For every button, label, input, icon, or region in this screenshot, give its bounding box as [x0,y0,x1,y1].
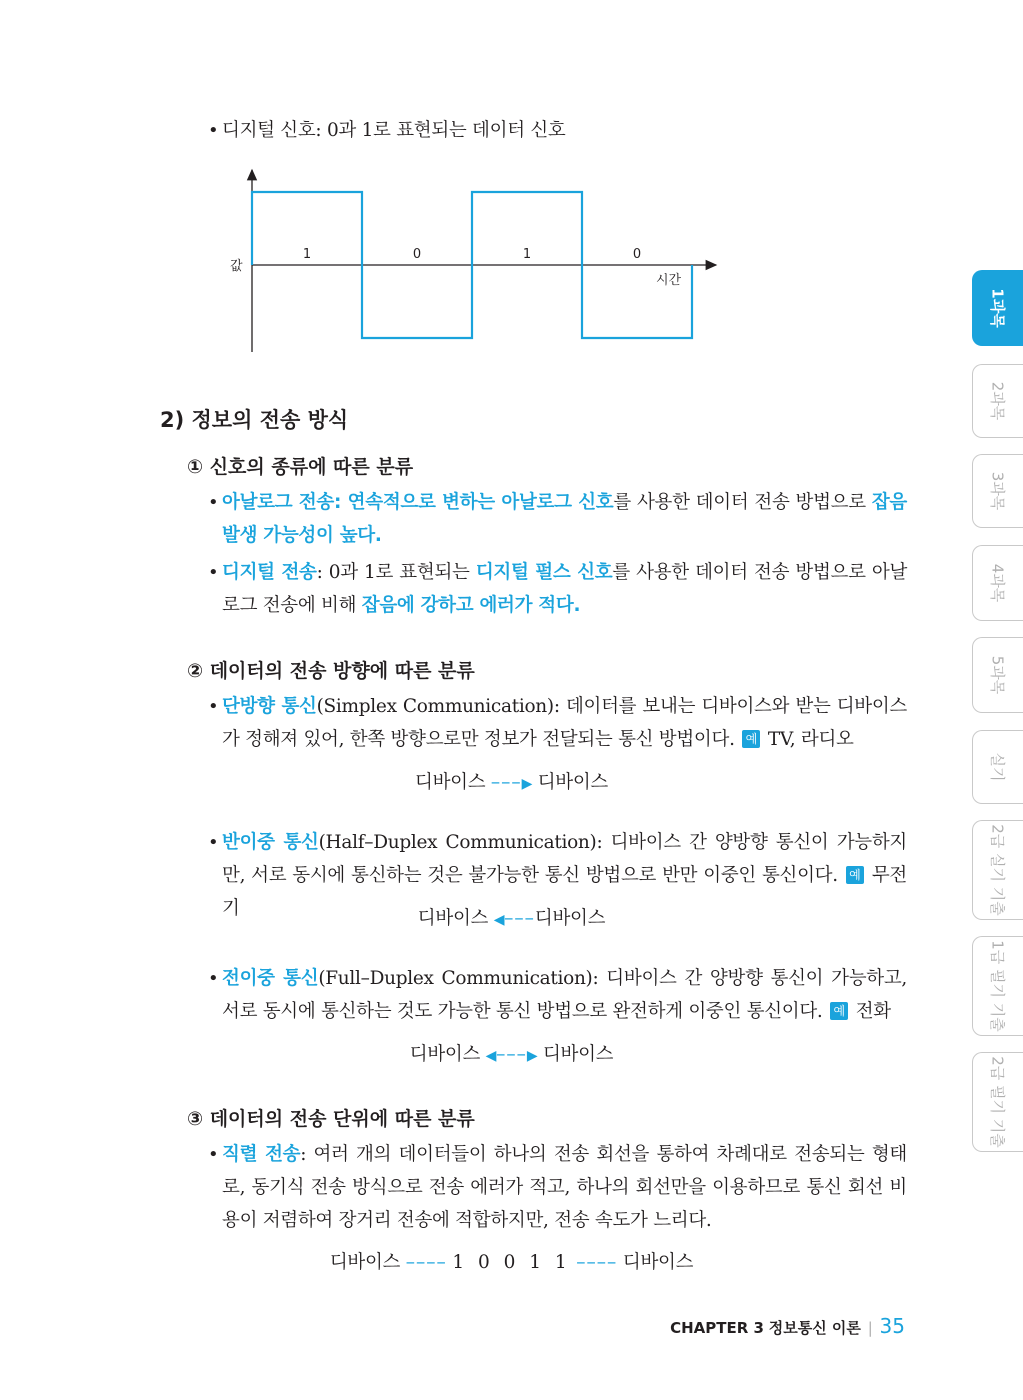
bit-label: 0 [412,247,422,262]
simplex-diagram: 디바이스 –––▶ 디바이스 [415,772,608,793]
tab-subject-5[interactable]: 5과목 [972,637,1023,713]
bit-label: 1 [522,247,532,262]
page-footer [670,1314,905,1338]
y-axis-label: 값 [230,259,243,274]
bit-sequence: 1 0 0 1 1 [452,1252,571,1273]
example-badge: 예 [830,1002,848,1020]
signal-bullet-text: 디지털 신호: 0과 1로 표현되는 데이터 신호 [222,120,566,141]
tab-subject-3[interactable]: 3과목 [972,454,1023,528]
tab-level2-practical-past[interactable]: 2급 실기 기출 [972,820,1023,920]
bit-label: 0 [632,247,642,262]
tab-practical[interactable]: 실기 [972,730,1023,804]
serial-text: 직렬 전송: 여러 개의 데이터들이 하나의 전송 회선을 통하여 차례대로 전송되는 형태로, 동기식 전송 방식으로 전송 에러가 적고, 하나의 회선만을 이용하므로 통신 회선 비용이 저렴하여 장거리 전송에 적합하지만, 전송 속도가 느리다. [222,1144,907,1231]
half-duplex-text: 반이중 통신(Half–Duplex Communication): 디바이스 간 양방향 통신이 가능하지만, 서로 동시에 통신하는 것은 불가능한 통신 방법으로 반만 이중인 통신이다. 예 무전기 [222,832,907,919]
footer-divider: | [867,1319,873,1337]
tab-level2-written-past[interactable]: 2급 필기 기출 [972,1052,1023,1152]
arrow-right-icon: ▶ [526,1048,538,1064]
tab-subject-4[interactable]: 4과목 [972,545,1023,621]
subsection-title-3: ③ 데이터의 전송 단위에 따른 분류 [187,1108,475,1130]
term-full-duplex: 전이중 통신 [222,968,319,989]
example-badge: 예 [742,730,760,748]
tab-subject-1[interactable]: 1과목 [972,270,1023,346]
example-badge: 예 [846,866,864,884]
bullet: • [208,492,219,513]
arrow-right-icon: ▶ [521,776,533,792]
section-title: 2) 정보의 전송 방식 [160,408,349,432]
simplex-text: 단방향 통신(Simplex Communication): 데이터를 보내는 디바이스와 받는 디바이스가 정해져 있어, 한쪽 방향으로만 정보가 전달되는 통신 방법이다. 예 TV, 라디오 [222,696,907,750]
full-duplex-text: 전이중 통신(Full–Duplex Communication): 디바이스 간 양방향 통신이 가능하고, 서로 동시에 통신하는 것도 가능한 통신 방법으로 완전하게 이중인 통신이다. 예 전화 [222,968,908,1022]
arrow-left-icon: ◀ [485,1048,497,1064]
tab-subject-2[interactable]: 2과목 [972,364,1023,438]
x-axis-label: 시간 [656,273,682,288]
bullet: • [208,1144,219,1165]
subsection-title-1: ① 신호의 종류에 따른 분류 [187,456,414,478]
bullet: • [208,562,219,583]
bullet: • [208,968,219,989]
analog-transmission-text: 아날로그 전송: 연속적으로 변하는 아날로그 신호를 사용한 데이터 전송 방법으로 잡음 발생 가능성이 높다. [222,492,907,546]
term-digital: 디지털 전송 [222,562,317,583]
bullet: • [208,120,219,141]
bit-label: 1 [302,247,312,262]
term-serial: 직렬 전송 [222,1144,301,1165]
full-duplex-diagram: 디바이스 ◀–––▶ 디바이스 [409,1044,614,1065]
bullet: • [208,696,219,717]
serial-diagram: 디바이스 –––– 1 0 0 1 1 –––– 디바이스 [329,1252,694,1273]
term-simplex: 단방향 통신 [222,696,317,717]
digital-signal-chart [220,160,730,360]
term-analog: 아날로그 전송 [222,492,334,513]
arrow-left-icon: ◀ [493,912,505,928]
term-half-duplex: 반이중 통신 [222,832,319,853]
tab-level1-written-past[interactable]: 1급 필기 기출 [972,936,1023,1036]
page-number: 35 [879,1314,905,1338]
chapter-label: CHAPTER 3 [670,1319,764,1337]
half-duplex-diagram: 디바이스 ◀–––디바이스 [417,908,606,929]
chapter-title: 정보통신 이론 [768,1319,861,1337]
digital-transmission-text: 디지털 전송: 0과 1로 표현되는 디지털 펄스 신호를 사용한 데이터 전송 방법으로 아날로그 전송에 비해 잡음에 강하고 에러가 적다. [222,562,908,616]
bullet: • [208,832,219,853]
subsection-title-2: ② 데이터의 전송 방향에 따른 분류 [187,660,475,682]
